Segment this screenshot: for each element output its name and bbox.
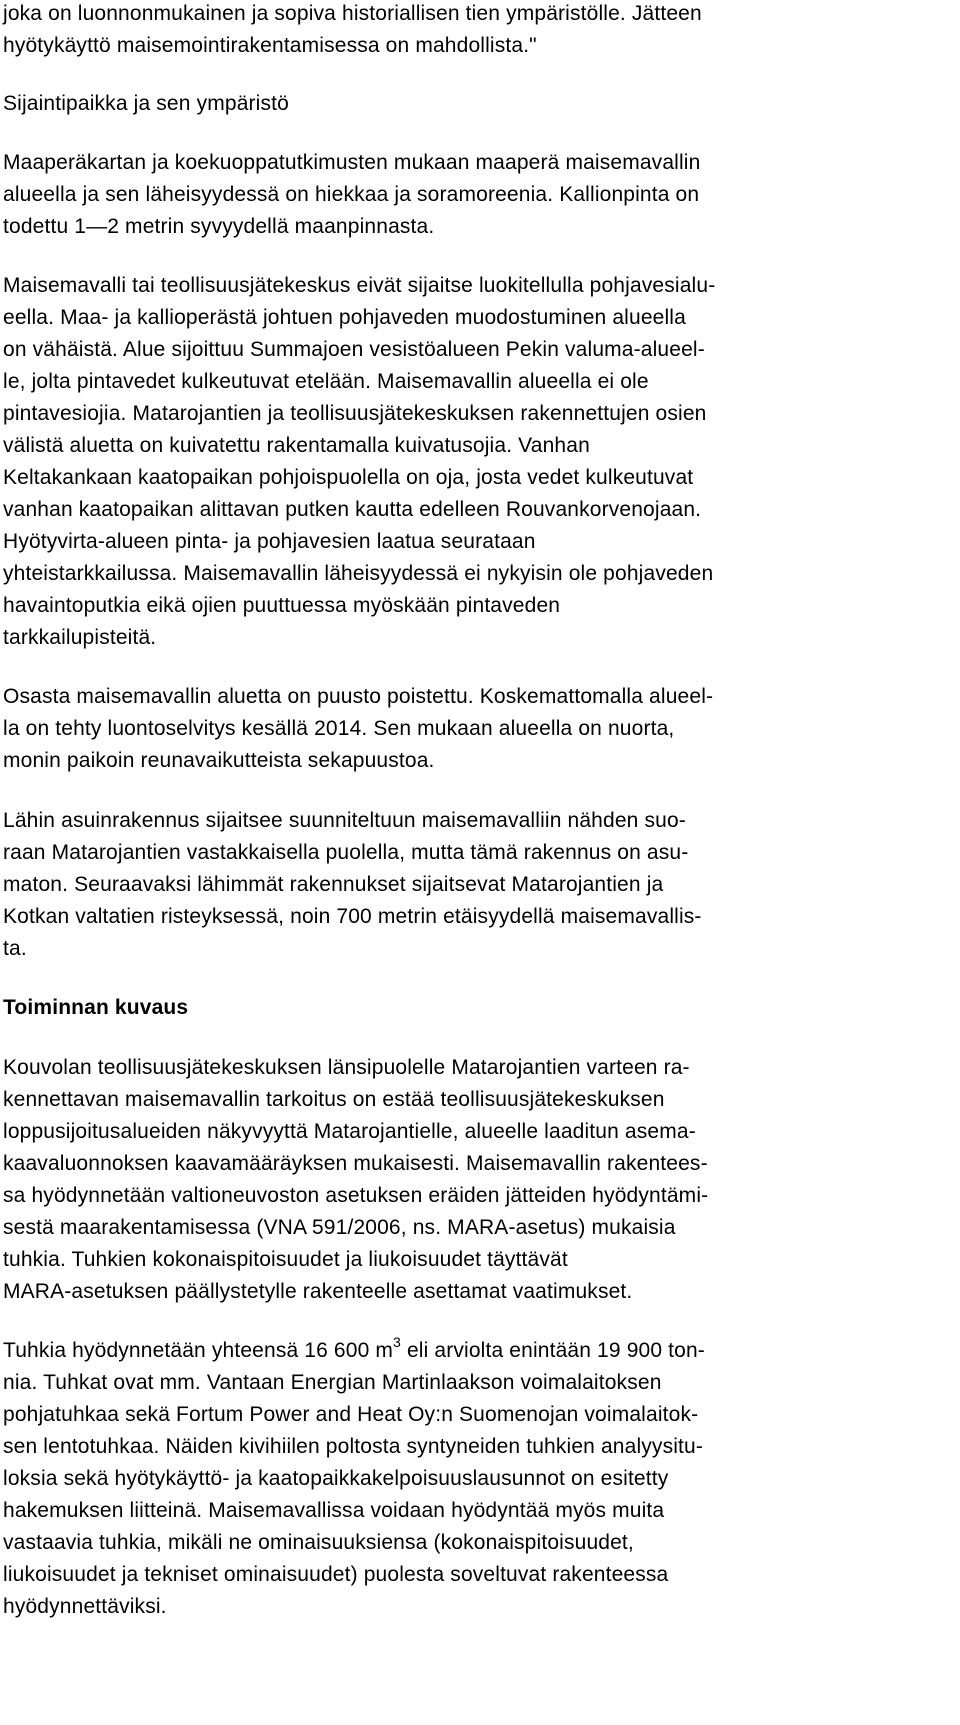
text-line: Maaperäkartan ja koekuoppatutkimusten mukaan maaperä maisemavallin	[3, 151, 701, 174]
text-line: välistä aluetta on kuivatettu rakentamalla kuivatusojia. Vanhan	[3, 434, 590, 457]
text-line: Kouvolan teollisuusjätekeskuksen länsipuolelle Matarojantien varteen ra-	[3, 1056, 690, 1079]
text-line: maton. Seuraavaksi lähimmät rakennukset sijaitsevat Matarojantien ja	[3, 873, 664, 896]
text-line: vanhan kaatopaikan alittavan putken kautta edelleen Rouvankorvenojaan.	[3, 498, 702, 521]
superscript: 3	[393, 1334, 401, 1350]
text-segment: eli arviolta enintään 19 900 ton-	[400, 1339, 705, 1362]
text-line: nia. Tuhkat ovat mm. Vantaan Energian Martinlaakson voimalaitoksen	[3, 1371, 662, 1394]
text-line: joka on luonnonmukainen ja sopiva historiallisen tien ympäristölle. Jätteen	[3, 2, 702, 25]
text-line: hakemuksen liitteinä. Maisemavallissa voidaan hyödyntää myös muita	[3, 1499, 665, 1522]
text-line: todettu 1—2 metrin syvyydellä maanpinnasta.	[3, 215, 435, 238]
text-line: MARA-asetuksen päällystetylle rakenteelle asettamat vaatimukset.	[3, 1280, 633, 1303]
text-line: Osasta maisemavallin aluetta on puusto poistettu. Koskemattomalla alueel-	[3, 685, 714, 708]
text-line: sen lentotuhkaa. Näiden kivihiilen poltosta syntyneiden tuhkien analyysitu-	[3, 1435, 704, 1458]
text-line: on vähäistä. Alue sijoittuu Summajoen vesistöalueen Pekin valuma-alueel-	[3, 338, 705, 361]
text-line: pintavesiojia. Matarojantien ja teollisuusjätekeskuksen rakennettujen osien	[3, 402, 707, 425]
text-line: hyödynnettäviksi.	[3, 1595, 167, 1618]
text-line: Maisemavalli tai teollisuusjätekeskus eivät sijaitse luokitellulla pohjavesialu-	[3, 274, 716, 297]
text-line: Lähin asuinrakennus sijaitsee suunniteltuun maisemavalliin nähden suo-	[3, 809, 686, 832]
text-line: alueella ja sen läheisyydessä on hiekkaa ja soramoreenia. Kallionpinta on	[3, 183, 700, 206]
text-line: Keltakankaan kaatopaikan pohjoispuolella on oja, josta vedet kulkeutuvat	[3, 466, 694, 489]
text-line: tarkkailupisteitä.	[3, 626, 157, 649]
text-segment: Tuhkia hyödynnetään yhteensä 16 600 m	[3, 1339, 394, 1362]
text-line: pohjatuhkaa sekä Fortum Power and Heat Oy:n Suomenojan voimalaitok-	[3, 1403, 699, 1426]
text-line: ta.	[3, 937, 27, 960]
text-line: eella. Maa- ja kallioperästä johtuen pohjaveden muodostuminen alueella	[3, 306, 686, 329]
text-line: Kotkan valtatien risteyksessä, noin 700 metrin etäisyydellä maisemavallis-	[3, 905, 702, 928]
text-line: Hyötyvirta-alueen pinta- ja pohjavesien laatua seurataan	[3, 530, 536, 553]
text-line: yhteistarkkailussa. Maisemavallin läheisyydessä ei nykyisin ole pohjaveden	[3, 562, 714, 585]
text-line: loppusijoitusalueiden näkyvyyttä Matarojantielle, alueelle laaditun asema-	[3, 1120, 696, 1143]
text-line-with-superscript	[3, 1335, 705, 1367]
text-line: havaintoputkia eikä ojien puuttuessa myöskään pintaveden	[3, 594, 561, 617]
text-line: raan Matarojantien vastakkaisella puolella, mutta tämä rakennus on asu-	[3, 841, 689, 864]
text-line: la on tehty luontoselvitys kesällä 2014. Sen mukaan alueella on nuorta,	[3, 717, 675, 740]
text-line: hyötykäyttö maisemointirakentamisessa on mahdollista."	[3, 34, 537, 57]
text-line: le, jolta pintavedet kulkeutuvat etelään. Maisemavallin alueella ei ole	[3, 370, 649, 393]
section-heading-location: Sijaintipaikka ja sen ympäristö	[3, 92, 289, 115]
section-heading-operation: Toiminnan kuvaus	[3, 996, 189, 1019]
text-line: kaavaluonnoksen kaavamääräyksen mukaisesti. Maisemavallin rakentees-	[3, 1152, 708, 1175]
text-line: sestä maarakentamisessa (VNA 591/2006, ns. MARA-asetus) mukaisia	[3, 1216, 676, 1239]
text-line: loksia sekä hyötykäyttö- ja kaatopaikkakelpoisuuslausunnot on esitetty	[3, 1467, 669, 1490]
text-line: liukoisuudet ja tekniset ominaisuudet) puolesta soveltuvat rakenteessa	[3, 1563, 669, 1586]
text-line: monin paikoin reunavaikutteista sekapuustoa.	[3, 749, 435, 772]
text-line: kennettavan maisemavallin tarkoitus on estää teollisuusjätekeskuksen	[3, 1088, 665, 1111]
text-line: tuhkia. Tuhkien kokonaispitoisuudet ja liukoisuudet täyttävät	[3, 1248, 568, 1271]
text-line: sa hyödynnetään valtioneuvoston asetuksen eräiden jätteiden hyödyntämi-	[3, 1184, 709, 1207]
text-line: vastaavia tuhkia, mikäli ne ominaisuuksiensa (kokonaispitoisuudet,	[3, 1531, 634, 1554]
